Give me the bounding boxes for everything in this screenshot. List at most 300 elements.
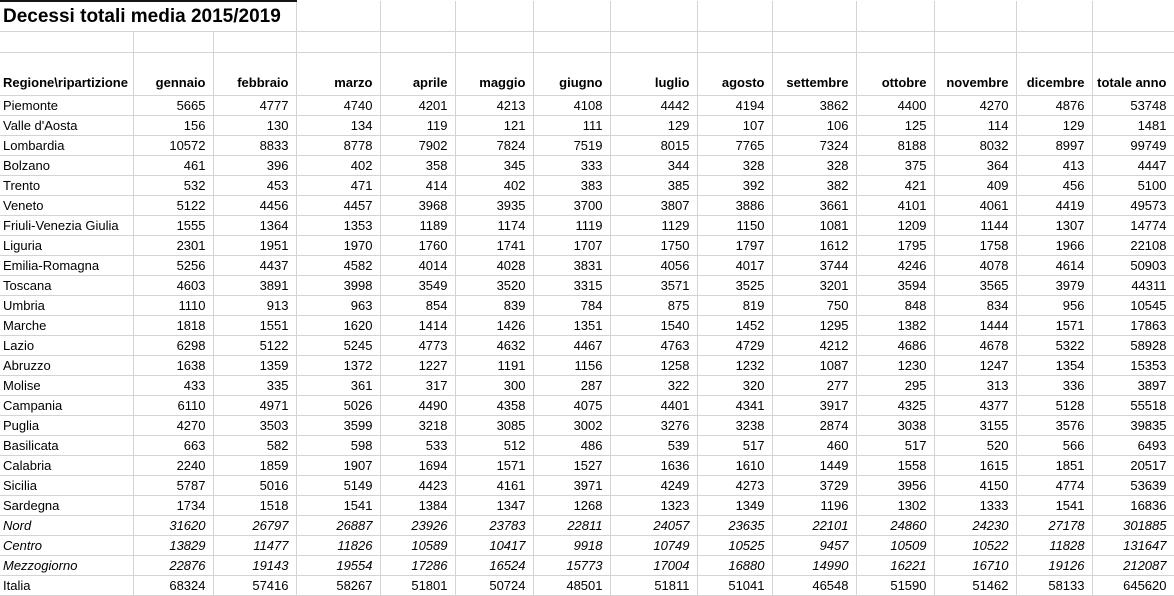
- column-header-dicembre[interactable]: dicembre: [1016, 52, 1092, 95]
- empty-cell[interactable]: [0, 31, 133, 52]
- cell-value[interactable]: 471: [296, 175, 380, 195]
- cell-value[interactable]: 8032: [934, 135, 1016, 155]
- cell-value[interactable]: 1196: [772, 495, 856, 515]
- cell-value[interactable]: 4150: [934, 475, 1016, 495]
- cell-value[interactable]: 4028: [455, 255, 533, 275]
- cell-value[interactable]: 1620: [296, 315, 380, 335]
- cell-value[interactable]: 4246: [856, 255, 934, 275]
- cell-value[interactable]: 5665: [133, 95, 213, 115]
- empty-cell[interactable]: [934, 1, 1016, 31]
- empty-cell[interactable]: [934, 31, 1016, 52]
- empty-cell[interactable]: [772, 1, 856, 31]
- cell-value[interactable]: 1638: [133, 355, 213, 375]
- cell-value[interactable]: 4437: [213, 255, 296, 275]
- cell-value[interactable]: 10749: [610, 535, 697, 555]
- cell-value[interactable]: 23635: [697, 515, 772, 535]
- cell-value[interactable]: 57416: [213, 575, 296, 595]
- cell-value[interactable]: 4773: [380, 335, 455, 355]
- cell-value[interactable]: 121: [455, 115, 533, 135]
- cell-value[interactable]: 4400: [856, 95, 934, 115]
- cell-value[interactable]: 1382: [856, 315, 934, 335]
- empty-cell[interactable]: [610, 31, 697, 52]
- cell-value[interactable]: 875: [610, 295, 697, 315]
- cell-value[interactable]: 1323: [610, 495, 697, 515]
- cell-value[interactable]: 4273: [697, 475, 772, 495]
- cell-value[interactable]: 335: [213, 375, 296, 395]
- cell-value[interactable]: 848: [856, 295, 934, 315]
- cell-value[interactable]: 4358: [455, 395, 533, 415]
- empty-cell[interactable]: [1092, 1, 1174, 31]
- cell-value[interactable]: 3700: [533, 195, 610, 215]
- cell-value[interactable]: 15353: [1092, 355, 1174, 375]
- cell-value[interactable]: 956: [1016, 295, 1092, 315]
- cell-value[interactable]: 119: [380, 115, 455, 135]
- cell-value[interactable]: 566: [1016, 435, 1092, 455]
- column-header-totale-anno[interactable]: totale anno: [1092, 52, 1174, 95]
- cell-region[interactable]: Veneto: [0, 195, 133, 215]
- cell-value[interactable]: 1110: [133, 295, 213, 315]
- cell-region[interactable]: Mezzogiorno: [0, 555, 133, 575]
- cell-value[interactable]: 5245: [296, 335, 380, 355]
- cell-value[interactable]: 1209: [856, 215, 934, 235]
- cell-value[interactable]: 1156: [533, 355, 610, 375]
- cell-value[interactable]: 1268: [533, 495, 610, 515]
- cell-value[interactable]: 1144: [934, 215, 1016, 235]
- cell-value[interactable]: 14774: [1092, 215, 1174, 235]
- cell-value[interactable]: 51801: [380, 575, 455, 595]
- cell-region[interactable]: Centro: [0, 535, 133, 555]
- cell-value[interactable]: 5122: [213, 335, 296, 355]
- cell-value[interactable]: 301885: [1092, 515, 1174, 535]
- cell-value[interactable]: 10545: [1092, 295, 1174, 315]
- cell-value[interactable]: 3729: [772, 475, 856, 495]
- cell-value[interactable]: 10417: [455, 535, 533, 555]
- cell-value[interactable]: 4249: [610, 475, 697, 495]
- cell-value[interactable]: 4490: [380, 395, 455, 415]
- column-header-gennaio[interactable]: gennaio: [133, 52, 213, 95]
- cell-value[interactable]: 1741: [455, 235, 533, 255]
- cell-value[interactable]: 3549: [380, 275, 455, 295]
- cell-value[interactable]: 517: [856, 435, 934, 455]
- cell-value[interactable]: 1353: [296, 215, 380, 235]
- empty-cell[interactable]: [697, 31, 772, 52]
- cell-value[interactable]: 10509: [856, 535, 934, 555]
- cell-value[interactable]: 10572: [133, 135, 213, 155]
- cell-value[interactable]: 99749: [1092, 135, 1174, 155]
- cell-value[interactable]: 1119: [533, 215, 610, 235]
- cell-value[interactable]: 839: [455, 295, 533, 315]
- cell-value[interactable]: 68324: [133, 575, 213, 595]
- cell-value[interactable]: 4061: [934, 195, 1016, 215]
- empty-cell[interactable]: [610, 1, 697, 31]
- cell-value[interactable]: 1571: [1016, 315, 1092, 335]
- cell-value[interactable]: 4325: [856, 395, 934, 415]
- cell-value[interactable]: 31620: [133, 515, 213, 535]
- cell-value[interactable]: 8188: [856, 135, 934, 155]
- cell-value[interactable]: 22876: [133, 555, 213, 575]
- cell-value[interactable]: 1758: [934, 235, 1016, 255]
- cell-value[interactable]: 3968: [380, 195, 455, 215]
- cell-region[interactable]: Sicilia: [0, 475, 133, 495]
- cell-value[interactable]: 1150: [697, 215, 772, 235]
- cell-value[interactable]: 16836: [1092, 495, 1174, 515]
- cell-value[interactable]: 461: [133, 155, 213, 175]
- column-header-luglio[interactable]: luglio: [610, 52, 697, 95]
- cell-value[interactable]: 46548: [772, 575, 856, 595]
- cell-value[interactable]: 130: [213, 115, 296, 135]
- cell-value[interactable]: 1347: [455, 495, 533, 515]
- cell-value[interactable]: 24230: [934, 515, 1016, 535]
- cell-value[interactable]: 3085: [455, 415, 533, 435]
- cell-region[interactable]: Liguria: [0, 235, 133, 255]
- cell-value[interactable]: 5122: [133, 195, 213, 215]
- cell-value[interactable]: 4442: [610, 95, 697, 115]
- cell-value[interactable]: 414: [380, 175, 455, 195]
- cell-value[interactable]: 1087: [772, 355, 856, 375]
- cell-region[interactable]: Campania: [0, 395, 133, 415]
- cell-value[interactable]: 1551: [213, 315, 296, 335]
- cell-value[interactable]: 3038: [856, 415, 934, 435]
- cell-value[interactable]: 317: [380, 375, 455, 395]
- cell-value[interactable]: 20517: [1092, 455, 1174, 475]
- cell-value[interactable]: 107: [697, 115, 772, 135]
- cell-value[interactable]: 3218: [380, 415, 455, 435]
- cell-value[interactable]: 582: [213, 435, 296, 455]
- cell-value[interactable]: 4686: [856, 335, 934, 355]
- cell-value[interactable]: 460: [772, 435, 856, 455]
- cell-value[interactable]: 385: [610, 175, 697, 195]
- empty-cell[interactable]: [296, 1, 380, 31]
- cell-value[interactable]: 1295: [772, 315, 856, 335]
- cell-value[interactable]: 5149: [296, 475, 380, 495]
- cell-value[interactable]: 1818: [133, 315, 213, 335]
- cell-value[interactable]: 1452: [697, 315, 772, 335]
- cell-value[interactable]: 1966: [1016, 235, 1092, 255]
- cell-value[interactable]: 4194: [697, 95, 772, 115]
- cell-value[interactable]: 10589: [380, 535, 455, 555]
- cell-value[interactable]: 129: [610, 115, 697, 135]
- cell-value[interactable]: 4423: [380, 475, 455, 495]
- cell-value[interactable]: 1372: [296, 355, 380, 375]
- cell-value[interactable]: 5128: [1016, 395, 1092, 415]
- cell-value[interactable]: 114: [934, 115, 1016, 135]
- cell-value[interactable]: 3886: [697, 195, 772, 215]
- cell-value[interactable]: 4377: [934, 395, 1016, 415]
- cell-value[interactable]: 129: [1016, 115, 1092, 135]
- cell-value[interactable]: 750: [772, 295, 856, 315]
- cell-value[interactable]: 1351: [533, 315, 610, 335]
- cell-value[interactable]: 58267: [296, 575, 380, 595]
- cell-value[interactable]: 5016: [213, 475, 296, 495]
- cell-value[interactable]: 3155: [934, 415, 1016, 435]
- cell-value[interactable]: 4971: [213, 395, 296, 415]
- cell-value[interactable]: 834: [934, 295, 1016, 315]
- cell-value[interactable]: 17286: [380, 555, 455, 575]
- cell-region[interactable]: Marche: [0, 315, 133, 335]
- cell-value[interactable]: 402: [455, 175, 533, 195]
- cell-value[interactable]: 4213: [455, 95, 533, 115]
- empty-cell[interactable]: [455, 1, 533, 31]
- empty-cell[interactable]: [380, 1, 455, 31]
- cell-value[interactable]: 44311: [1092, 275, 1174, 295]
- cell-value[interactable]: 9918: [533, 535, 610, 555]
- cell-value[interactable]: 3525: [697, 275, 772, 295]
- empty-cell[interactable]: [1016, 1, 1092, 31]
- cell-value[interactable]: 5100: [1092, 175, 1174, 195]
- cell-value[interactable]: 3002: [533, 415, 610, 435]
- cell-value[interactable]: 7765: [697, 135, 772, 155]
- cell-value[interactable]: 1354: [1016, 355, 1092, 375]
- cell-value[interactable]: 13829: [133, 535, 213, 555]
- cell-value[interactable]: 16880: [697, 555, 772, 575]
- cell-value[interactable]: 963: [296, 295, 380, 315]
- cell-value[interactable]: 1518: [213, 495, 296, 515]
- cell-value[interactable]: 1540: [610, 315, 697, 335]
- cell-value[interactable]: 3565: [934, 275, 1016, 295]
- cell-value[interactable]: 11828: [1016, 535, 1092, 555]
- cell-value[interactable]: 392: [697, 175, 772, 195]
- cell-value[interactable]: 4212: [772, 335, 856, 355]
- cell-value[interactable]: 1247: [934, 355, 1016, 375]
- cell-value[interactable]: 1384: [380, 495, 455, 515]
- cell-value[interactable]: 1449: [772, 455, 856, 475]
- cell-value[interactable]: 58133: [1016, 575, 1092, 595]
- cell-value[interactable]: 1636: [610, 455, 697, 475]
- cell-value[interactable]: 9457: [772, 535, 856, 555]
- cell-value[interactable]: 409: [934, 175, 1016, 195]
- cell-value[interactable]: 4678: [934, 335, 1016, 355]
- cell-value[interactable]: 1349: [697, 495, 772, 515]
- cell-value[interactable]: 7902: [380, 135, 455, 155]
- cell-value[interactable]: 1558: [856, 455, 934, 475]
- cell-region[interactable]: Abruzzo: [0, 355, 133, 375]
- cell-value[interactable]: 1258: [610, 355, 697, 375]
- cell-value[interactable]: 532: [133, 175, 213, 195]
- cell-value[interactable]: 456: [1016, 175, 1092, 195]
- cell-value[interactable]: 333: [533, 155, 610, 175]
- cell-value[interactable]: 277: [772, 375, 856, 395]
- cell-value[interactable]: 5787: [133, 475, 213, 495]
- column-header-marzo[interactable]: marzo: [296, 52, 380, 95]
- cell-value[interactable]: 24860: [856, 515, 934, 535]
- cell-value[interactable]: 4447: [1092, 155, 1174, 175]
- cell-value[interactable]: 1359: [213, 355, 296, 375]
- empty-cell[interactable]: [772, 31, 856, 52]
- cell-region[interactable]: Friuli-Venezia Giulia: [0, 215, 133, 235]
- cell-region[interactable]: Bolzano: [0, 155, 133, 175]
- cell-value[interactable]: 3935: [455, 195, 533, 215]
- cell-value[interactable]: 382: [772, 175, 856, 195]
- cell-value[interactable]: 4270: [934, 95, 1016, 115]
- cell-value[interactable]: 6110: [133, 395, 213, 415]
- cell-value[interactable]: 1694: [380, 455, 455, 475]
- cell-value[interactable]: 58928: [1092, 335, 1174, 355]
- cell-value[interactable]: 3979: [1016, 275, 1092, 295]
- cell-value[interactable]: 4763: [610, 335, 697, 355]
- cell-value[interactable]: 15773: [533, 555, 610, 575]
- cell-value[interactable]: 1426: [455, 315, 533, 335]
- cell-value[interactable]: 344: [610, 155, 697, 175]
- cell-value[interactable]: 322: [610, 375, 697, 395]
- cell-value[interactable]: 4101: [856, 195, 934, 215]
- cell-value[interactable]: 486: [533, 435, 610, 455]
- cell-value[interactable]: 1541: [296, 495, 380, 515]
- cell-value[interactable]: 1444: [934, 315, 1016, 335]
- cell-value[interactable]: 3891: [213, 275, 296, 295]
- cell-value[interactable]: 1734: [133, 495, 213, 515]
- cell-value[interactable]: 375: [856, 155, 934, 175]
- column-header-giugno[interactable]: giugno: [533, 52, 610, 95]
- cell-value[interactable]: 3744: [772, 255, 856, 275]
- cell-region[interactable]: Molise: [0, 375, 133, 395]
- column-header-agosto[interactable]: agosto: [697, 52, 772, 95]
- cell-value[interactable]: 3576: [1016, 415, 1092, 435]
- cell-value[interactable]: 1760: [380, 235, 455, 255]
- cell-value[interactable]: 7519: [533, 135, 610, 155]
- cell-value[interactable]: 598: [296, 435, 380, 455]
- column-header-ottobre[interactable]: ottobre: [856, 52, 934, 95]
- cell-value[interactable]: 402: [296, 155, 380, 175]
- empty-cell[interactable]: [1016, 31, 1092, 52]
- cell-value[interactable]: 4419: [1016, 195, 1092, 215]
- cell-value[interactable]: 4075: [533, 395, 610, 415]
- cell-value[interactable]: 53748: [1092, 95, 1174, 115]
- empty-cell[interactable]: [296, 31, 380, 52]
- cell-value[interactable]: 16221: [856, 555, 934, 575]
- cell-value[interactable]: 106: [772, 115, 856, 135]
- cell-value[interactable]: 4777: [213, 95, 296, 115]
- cell-value[interactable]: 336: [1016, 375, 1092, 395]
- cell-value[interactable]: 413: [1016, 155, 1092, 175]
- cell-value[interactable]: 3661: [772, 195, 856, 215]
- cell-value[interactable]: 131647: [1092, 535, 1174, 555]
- cell-value[interactable]: 358: [380, 155, 455, 175]
- cell-value[interactable]: 4467: [533, 335, 610, 355]
- cell-value[interactable]: 3315: [533, 275, 610, 295]
- cell-value[interactable]: 17863: [1092, 315, 1174, 335]
- cell-value[interactable]: 4603: [133, 275, 213, 295]
- cell-value[interactable]: 23926: [380, 515, 455, 535]
- cell-value[interactable]: 26887: [296, 515, 380, 535]
- cell-value[interactable]: 2874: [772, 415, 856, 435]
- cell-value[interactable]: 1191: [455, 355, 533, 375]
- cell-value[interactable]: 1364: [213, 215, 296, 235]
- cell-value[interactable]: 3917: [772, 395, 856, 415]
- cell-value[interactable]: 8778: [296, 135, 380, 155]
- cell-value[interactable]: 8997: [1016, 135, 1092, 155]
- cell-value[interactable]: 212087: [1092, 555, 1174, 575]
- cell-value[interactable]: 16524: [455, 555, 533, 575]
- sheet-title[interactable]: Decessi totali media 2015/2019: [0, 1, 296, 31]
- cell-value[interactable]: 3201: [772, 275, 856, 295]
- cell-region[interactable]: Piemonte: [0, 95, 133, 115]
- cell-value[interactable]: 6298: [133, 335, 213, 355]
- cell-value[interactable]: 19554: [296, 555, 380, 575]
- cell-value[interactable]: 19126: [1016, 555, 1092, 575]
- cell-value[interactable]: 27178: [1016, 515, 1092, 535]
- cell-value[interactable]: 39835: [1092, 415, 1174, 435]
- cell-value[interactable]: 4740: [296, 95, 380, 115]
- cell-value[interactable]: 8833: [213, 135, 296, 155]
- cell-value[interactable]: 156: [133, 115, 213, 135]
- empty-cell[interactable]: [856, 31, 934, 52]
- cell-value[interactable]: 364: [934, 155, 1016, 175]
- cell-value[interactable]: 4876: [1016, 95, 1092, 115]
- empty-cell[interactable]: [856, 1, 934, 31]
- cell-value[interactable]: 328: [772, 155, 856, 175]
- cell-value[interactable]: 1189: [380, 215, 455, 235]
- cell-value[interactable]: 320: [697, 375, 772, 395]
- cell-value[interactable]: 819: [697, 295, 772, 315]
- empty-cell[interactable]: [455, 31, 533, 52]
- empty-cell[interactable]: [213, 31, 296, 52]
- cell-value[interactable]: 7824: [455, 135, 533, 155]
- empty-cell[interactable]: [1092, 31, 1174, 52]
- cell-value[interactable]: 14990: [772, 555, 856, 575]
- cell-value[interactable]: 3897: [1092, 375, 1174, 395]
- cell-region[interactable]: Umbria: [0, 295, 133, 315]
- cell-value[interactable]: 111: [533, 115, 610, 135]
- cell-value[interactable]: 17004: [610, 555, 697, 575]
- cell-value[interactable]: 453: [213, 175, 296, 195]
- cell-value[interactable]: 295: [856, 375, 934, 395]
- empty-cell[interactable]: [697, 1, 772, 31]
- cell-value[interactable]: 4632: [455, 335, 533, 355]
- cell-value[interactable]: 24057: [610, 515, 697, 535]
- cell-value[interactable]: 134: [296, 115, 380, 135]
- cell-value[interactable]: 26797: [213, 515, 296, 535]
- cell-value[interactable]: 11477: [213, 535, 296, 555]
- cell-value[interactable]: 4201: [380, 95, 455, 115]
- cell-value[interactable]: 49573: [1092, 195, 1174, 215]
- cell-value[interactable]: 3971: [533, 475, 610, 495]
- cell-value[interactable]: 3594: [856, 275, 934, 295]
- cell-value[interactable]: 4774: [1016, 475, 1092, 495]
- cell-value[interactable]: 8015: [610, 135, 697, 155]
- cell-value[interactable]: 1707: [533, 235, 610, 255]
- cell-value[interactable]: 396: [213, 155, 296, 175]
- cell-value[interactable]: 4341: [697, 395, 772, 415]
- cell-value[interactable]: 6493: [1092, 435, 1174, 455]
- cell-value[interactable]: 512: [455, 435, 533, 455]
- cell-value[interactable]: 3238: [697, 415, 772, 435]
- cell-value[interactable]: 4161: [455, 475, 533, 495]
- cell-value[interactable]: 1232: [697, 355, 772, 375]
- cell-value[interactable]: 19143: [213, 555, 296, 575]
- cell-value[interactable]: 2240: [133, 455, 213, 475]
- cell-value[interactable]: 1307: [1016, 215, 1092, 235]
- cell-value[interactable]: 1571: [455, 455, 533, 475]
- cell-value[interactable]: 1795: [856, 235, 934, 255]
- cell-value[interactable]: 1612: [772, 235, 856, 255]
- cell-value[interactable]: 5256: [133, 255, 213, 275]
- cell-value[interactable]: 10525: [697, 535, 772, 555]
- cell-value[interactable]: 533: [380, 435, 455, 455]
- cell-value[interactable]: 5026: [296, 395, 380, 415]
- cell-region[interactable]: Puglia: [0, 415, 133, 435]
- cell-value[interactable]: 4056: [610, 255, 697, 275]
- cell-value[interactable]: 663: [133, 435, 213, 455]
- cell-value[interactable]: 11826: [296, 535, 380, 555]
- cell-value[interactable]: 55518: [1092, 395, 1174, 415]
- cell-region[interactable]: Lazio: [0, 335, 133, 355]
- column-header-febbraio[interactable]: febbraio: [213, 52, 296, 95]
- cell-region[interactable]: Nord: [0, 515, 133, 535]
- cell-value[interactable]: 1851: [1016, 455, 1092, 475]
- cell-region[interactable]: Calabria: [0, 455, 133, 475]
- cell-value[interactable]: 51041: [697, 575, 772, 595]
- cell-value[interactable]: 3276: [610, 415, 697, 435]
